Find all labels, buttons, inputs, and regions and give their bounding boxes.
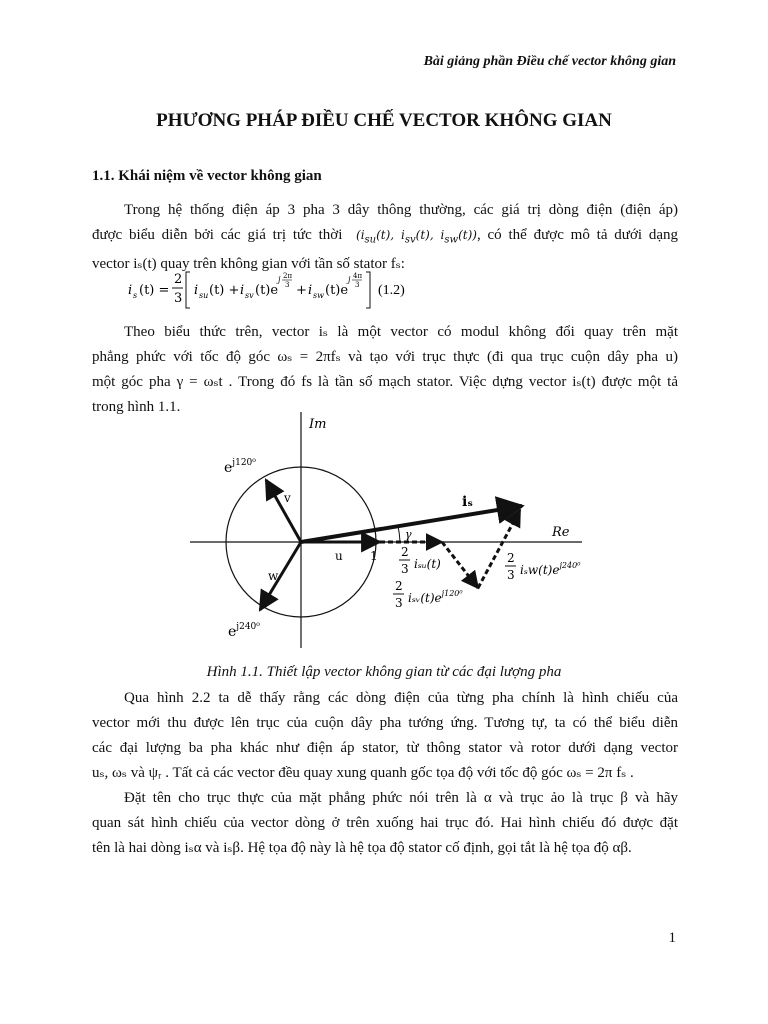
- label-w: w: [268, 569, 279, 583]
- svg-text:(t) =: (t) =: [139, 283, 170, 298]
- svg-text:2π: 2π: [283, 272, 293, 280]
- label-v: v: [284, 491, 291, 505]
- svg-text:i: i: [308, 283, 313, 298]
- axis-label-im: Im: [309, 417, 327, 432]
- page-number: 1: [668, 930, 676, 946]
- paragraph-4: [92, 786, 678, 861]
- svg-text:2: 2: [395, 579, 403, 593]
- svg-text:i: i: [194, 283, 199, 298]
- svg-text:s: s: [133, 291, 138, 300]
- paragraph-line: Đặt tên cho trục thực của mặt phẳng phức nói trên là α và trục ảo là trục β và hãy: [124, 790, 678, 806]
- label-term-u: [399, 545, 441, 576]
- svg-text:2: 2: [174, 272, 183, 287]
- svg-text:sw: sw: [313, 291, 324, 300]
- paragraph-line: Qua hình 2.2 ta dễ thấy rằng các dòng điện của từng pha chính là hình chiếu của: [124, 690, 678, 706]
- angle-gamma-arc: [398, 526, 400, 542]
- label-one: 1: [370, 549, 378, 563]
- paragraph-2: [92, 320, 678, 420]
- svg-text:iₛᵥ(t)ej120⁰: $i_sᵥ(t)e^{j120^0}$: [408, 589, 463, 605]
- section-heading: 1.1. Khái niệm về vector không gian: [92, 168, 322, 184]
- page-title: PHƯƠNG PHÁP ĐIỀU CHẾ VECTOR KHÔNG GIAN: [156, 110, 612, 131]
- inline-math: ($i_{su}(t)$, $i_{sv}(t)$, $i_{sw}(t)$): [356, 228, 477, 246]
- svg-text:3: 3: [395, 596, 403, 610]
- paragraph-3: [92, 686, 678, 786]
- space-vector-diagram: [180, 410, 600, 650]
- svg-text:i: i: [240, 283, 245, 298]
- label-is: iₛ: [462, 494, 473, 510]
- paragraph-line: được biểu diễn bởi các giá trị tức thời ($i_{su}(t)$, $i_{sv}(t)$, $i_{sw}(t)$), có thể được mô tả dưới dạng: [92, 227, 679, 246]
- paragraph-line: Theo biểu thức trên, vector iₛ là một vector có modul không đổi quay trên mặt: [124, 324, 678, 340]
- svg-text:3: 3: [355, 281, 360, 289]
- equation-graphic: [128, 268, 428, 312]
- paragraph-line: vector iₛ(t) quay trên không gian với tần số stator fₛ:: [92, 256, 405, 273]
- svg-text:j: j: [278, 275, 281, 284]
- paragraph-line: các đại lượng ba pha khác như điện áp stator, từ thông stator và rotor dưới dạng vector: [92, 740, 678, 756]
- paragraph-line: phẳng phức với tốc độ góc ωₛ = 2πfₛ và tạo với trục thực (đi qua trục cuộn dây pha u): [92, 349, 678, 365]
- paragraph-line: vector mới thu được lên trục của cuộn dây pha tướng ứng. Tương tự, ta có thể biểu diễn: [92, 715, 678, 731]
- figure-1-1: [180, 410, 600, 655]
- svg-text:su: su: [199, 291, 209, 300]
- label-e240: $e^{j240^0}$: [228, 622, 260, 640]
- svg-text:3: 3: [401, 562, 409, 576]
- svg-text:iₛᵤ(t): iₛᵤ(t): [414, 557, 441, 571]
- paragraph-line: tên là hai dòng iₛα và iₛβ. Hệ tọa độ này là hệ tọa độ stator cố định, gọi tắt là hệ tọa độ αβ.: [92, 840, 632, 856]
- svg-text:4π: 4π: [353, 272, 363, 280]
- svg-text:+: +: [296, 283, 307, 298]
- svg-text:(1.2): (1.2): [378, 283, 405, 298]
- paragraph-line: uₛ, ωₛ và ψᵣ . Tất cả các vector đều quay xung quanh gốc tọa độ với tốc độ góc ωₛ = 2π fₛ .: [92, 765, 634, 781]
- svg-text:(t)e: (t)e: [255, 283, 279, 298]
- svg-text:j: j: [348, 275, 351, 284]
- svg-text:3: 3: [285, 281, 290, 289]
- svg-text:sv: sv: [245, 291, 254, 300]
- figure-caption: Hình 1.1. Thiết lập vector không gian từ các đại lượng pha: [206, 664, 562, 680]
- svg-text:i: i: [128, 283, 133, 298]
- axis-label-re: Re: [552, 525, 570, 540]
- svg-text:iₛw(t)ej240⁰: $i_sw(t)e^{j240^0}$: [520, 561, 581, 577]
- svg-text:(t) +: (t) +: [209, 283, 240, 298]
- label-u: u: [335, 549, 343, 563]
- phase-w-vector: [260, 542, 301, 610]
- paragraph-line: quan sát hình chiếu của vector dòng ở trên xuống hai trục đó. Hai hình chiếu đó được đặt: [92, 815, 678, 831]
- label-term-w: [505, 551, 581, 582]
- paragraph-line: Trong hệ thống điện áp 3 pha 3 dây thông thường, các giá trị dòng điện (điện áp): [124, 202, 678, 218]
- label-e120: $e^{j120^0}$: [224, 458, 256, 476]
- svg-text:3: 3: [507, 568, 515, 582]
- paragraph-line: trong hình 1.1.: [92, 399, 181, 415]
- paragraph-line: một góc pha γ = ωₛt . Trong đó fs là tần số mạch stator. Việc dựng vector iₛ(t) được một tả: [92, 374, 678, 390]
- svg-text:3: 3: [174, 291, 183, 306]
- label-term-v: [393, 579, 463, 610]
- svg-text:(t)e: (t)e: [325, 283, 349, 298]
- label-gamma: γ: [405, 528, 412, 541]
- equation-1-2: [128, 268, 428, 317]
- phase-v-vector: [266, 480, 301, 542]
- running-header: Bài giảng phần Điều chế vector không gian: [423, 54, 676, 69]
- paragraph-1: [92, 198, 678, 277]
- term-v-arrow: [442, 542, 478, 588]
- svg-text:2: 2: [507, 551, 515, 565]
- svg-text:2: 2: [401, 545, 409, 559]
